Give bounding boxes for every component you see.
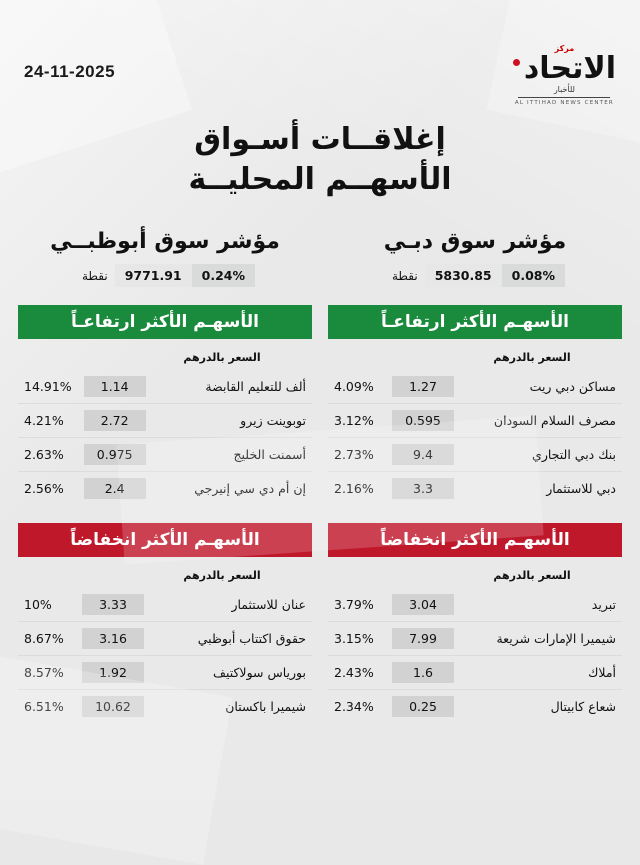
logo-divider [518, 97, 610, 98]
losers-column-header [328, 569, 622, 588]
stock-price [384, 404, 462, 438]
stock-name: مساكن دبي ريت [462, 370, 622, 404]
losers-bar: الأسهـم الأكثر انخفاضاً [328, 523, 622, 557]
stock-name: ألف للتعليم القابضة [154, 370, 312, 404]
page-title [0, 120, 640, 199]
publication-date: 24-11-2025 [24, 62, 116, 81]
market-title: مؤشر سوق أبوظبــي [50, 229, 280, 255]
table-row [18, 622, 312, 656]
stock-name: حقوق اكتتاب أبوظبي [152, 622, 312, 656]
stock-change-percent: 2.63% [18, 438, 76, 472]
logo-top-label: مركز [554, 44, 575, 53]
stock-price [384, 370, 462, 404]
stock-price-value: 3.16 [82, 628, 144, 649]
losers-bar: الأسهـم الأكثر انخفاضاً [18, 523, 312, 557]
table-row [328, 370, 622, 404]
stock-price [76, 438, 154, 472]
stock-price-value: 1.14 [84, 376, 146, 397]
stock-change-percent: 3.15% [328, 622, 384, 656]
stock-name: بنك دبي التجاري [462, 438, 622, 472]
stock-name: أسمنت الخليج [154, 438, 312, 472]
table-row [18, 588, 312, 622]
losers-table [18, 588, 312, 723]
gainers-bar: الأسهـم الأكثر ارتفاعـاً [328, 305, 622, 339]
logo-main [513, 51, 616, 86]
price-column-label: السعر بالدرهم [183, 351, 261, 365]
stock-name: شعاع كابيتال [550, 699, 616, 715]
stock-price [76, 370, 154, 404]
stock-price [384, 656, 462, 690]
stock-change-percent: 2.73% [328, 438, 384, 472]
header [0, 0, 640, 106]
logo-english-label: AL ITTIHAD NEWS CENTER [514, 100, 614, 106]
stock-name: شيميرا الإمارات شريعة [462, 622, 622, 656]
stock-name: أملاك [462, 656, 622, 690]
table-row [328, 690, 622, 724]
stock-change-percent: 2.43% [328, 656, 384, 690]
logo-wordmark: الاتحاد [523, 51, 616, 86]
index-change-percent: 0.24% [192, 264, 255, 287]
stock-name: تبريد [462, 588, 622, 622]
losers-column-header [18, 569, 312, 588]
price-column-label: السعر بالدرهم [183, 569, 261, 583]
table-row [18, 690, 312, 724]
losers-table [328, 588, 622, 723]
stock-price-value: 3.04 [392, 594, 454, 615]
logo-subtitle: للأخبار [553, 85, 575, 94]
stock-price-value: 1.6 [392, 662, 454, 683]
page-title-line-1: إغلاقــات أسـواق [194, 122, 446, 157]
stock-name: مصرف السلام السودان [462, 404, 622, 438]
stock-price-value: 9.4 [392, 444, 454, 465]
stock-change-percent: 14.91% [18, 370, 76, 404]
stock-price-value: 2.4 [84, 478, 146, 499]
gainers-column-header [328, 351, 622, 370]
stock-change-percent: 10% [18, 588, 74, 622]
stock-change-percent: 2.34% [334, 699, 374, 715]
stock-change-percent: 8.67% [18, 622, 74, 656]
table-row [18, 404, 312, 438]
table-row [328, 404, 622, 438]
table-row [328, 622, 622, 656]
gainers-table [18, 370, 312, 505]
stock-name: عنان للاستثمار [152, 588, 312, 622]
stock-name: إن أم دي سي إنيرجي [194, 481, 306, 497]
stock-price-value: 1.27 [392, 376, 454, 397]
stock-price-value: 1.92 [82, 662, 144, 683]
table-row [328, 588, 622, 622]
stock-price [384, 438, 462, 472]
stock-price-value: 2.72 [84, 410, 146, 431]
table-row [18, 656, 312, 690]
stock-name: توبوينت زيرو [154, 404, 312, 438]
stock-change-percent: 8.57% [18, 656, 74, 690]
stock-price [76, 404, 154, 438]
stock-price-value: 7.99 [392, 628, 454, 649]
gainers-bar: الأسهـم الأكثر ارتفاعـاً [18, 305, 312, 339]
index-value: 5830.85 [425, 264, 502, 287]
table-row [328, 472, 622, 506]
table-row [18, 370, 312, 404]
gainers-column-header [18, 351, 312, 370]
stock-price [74, 690, 152, 724]
price-column-label: السعر بالدرهم [493, 569, 571, 583]
stock-price [384, 690, 462, 724]
price-column-label: السعر بالدرهم [493, 351, 571, 365]
index-value: 9771.91 [115, 264, 192, 287]
table-row [328, 656, 622, 690]
table-row [18, 472, 312, 506]
brand-logo [513, 22, 616, 106]
stock-price-value: 0.25 [392, 696, 454, 717]
market-dubai [328, 229, 622, 723]
stock-price [76, 472, 154, 506]
stock-change-percent: 6.51% [24, 699, 64, 715]
stock-name: شيميرا باكستان [225, 699, 306, 715]
markets-container [0, 229, 640, 723]
stock-change-percent: 4.21% [18, 404, 76, 438]
stock-price [384, 588, 462, 622]
market-abudhabi [18, 229, 312, 723]
stock-price [384, 472, 462, 506]
stock-change-percent: 2.16% [334, 481, 374, 497]
stock-price-value: 10.62 [82, 696, 144, 717]
stock-change-percent: 4.09% [328, 370, 384, 404]
market-title: مؤشر سوق دبـي [383, 229, 567, 255]
gainers-table [328, 370, 622, 505]
stock-change-percent: 3.79% [328, 588, 384, 622]
table-row [18, 438, 312, 472]
index-unit: نقطة [392, 268, 418, 283]
logo-dot-icon [513, 59, 520, 66]
stock-price [74, 588, 152, 622]
stock-price [74, 656, 152, 690]
index-summary [328, 264, 622, 287]
index-unit: نقطة [82, 268, 108, 283]
stock-price-value: 0.595 [392, 410, 454, 431]
stock-change-percent: 3.12% [328, 404, 384, 438]
index-change-percent: 0.08% [502, 264, 565, 287]
stock-name: بورياس سولاكتيف [152, 656, 312, 690]
stock-price-value: 0.975 [84, 444, 146, 465]
table-row [328, 438, 622, 472]
stock-name: دبي للاستثمار [546, 481, 616, 497]
index-summary [18, 264, 312, 287]
stock-price [384, 622, 462, 656]
stock-price [74, 622, 152, 656]
stock-change-percent: 2.56% [24, 481, 64, 497]
stock-price-value: 3.3 [392, 478, 454, 499]
page-title-line-2: الأسهــم المحليــة [188, 161, 452, 197]
stock-price-value: 3.33 [82, 594, 144, 615]
